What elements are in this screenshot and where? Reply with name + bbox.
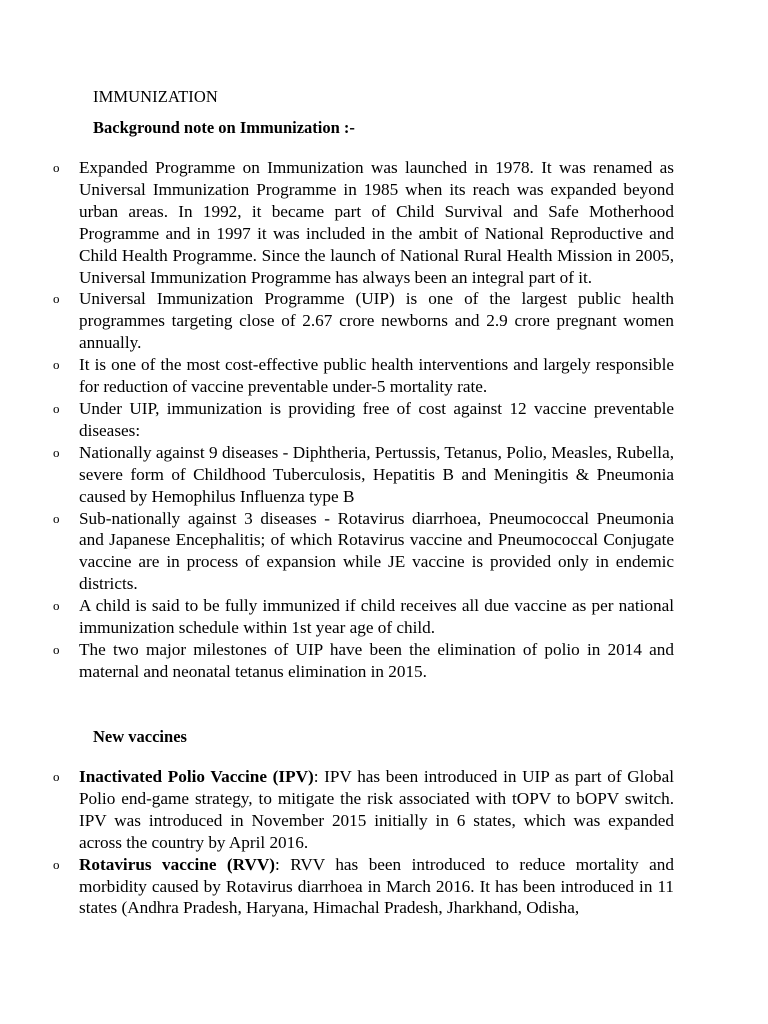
vaccine-term: Rotavirus vaccine (RVV) <box>79 854 275 874</box>
list-item <box>0 595 768 639</box>
list-item-text <box>79 854 674 920</box>
bullet-marker: o <box>53 357 60 373</box>
list-item-text: Nationally against 9 diseases - Diphtheria, Pertussis, Tetanus, Polio, Measles, Rubella, severe form of Childhood Tuberculosis, Hepatitis B and Meningitis & Pneumonia caused by Hemophilus Influenza type B <box>79 442 674 506</box>
background-list <box>0 157 768 683</box>
bullet-marker: o <box>53 769 60 784</box>
bullet-marker: o <box>53 444 60 460</box>
list-item-text: Under UIP, immunization is providing free of cost against 12 vaccine preventable diseases: <box>79 398 674 440</box>
bullet-marker: o <box>53 291 60 307</box>
bullet-marker: o <box>53 400 60 416</box>
list-item <box>0 442 768 508</box>
bullet-marker: o <box>53 598 60 614</box>
list-item <box>0 157 768 288</box>
list-item <box>0 398 768 442</box>
document-title: IMMUNIZATION <box>93 87 218 106</box>
list-item <box>0 288 768 354</box>
bullet-marker: o <box>53 510 60 526</box>
list-item-text: Expanded Programme on Immunization was launched in 1978. It was renamed as Universal Immunization Programme in 1985 when its reach was expanded beyond urban areas. In 1992, it became part of Child Survival and Safe Motherhood Programme and in 1997 it was included in the ambit of National Reproductive and Child Health Programme. Since the launch of National Rural Health Mission in 2005, Universal Immunization Programme has always been an integral part of it. <box>79 158 674 287</box>
bullet-marker: o <box>53 641 60 657</box>
bullet-marker: o <box>53 160 60 175</box>
list-item-text: Universal Immunization Programme (UIP) is one of the largest public health programmes targeting close of 2.67 crore newborns and 2.9 crore pregnant women annually. <box>79 289 674 353</box>
list-item <box>0 766 768 854</box>
list-item <box>0 854 768 920</box>
list-item-text <box>79 766 674 854</box>
vaccine-description: : RVV has been introduced to reduce mortality and morbidity caused by Rotavirus diarrhoea in March 2016. It has been introduced in 11 states (Andhra Pradesh, Haryana, Himachal Pradesh, Jharkhand, Odisha, <box>79 854 674 918</box>
background-heading: Background note on Immunization :- <box>93 118 355 137</box>
new-vaccines-heading: New vaccines <box>93 727 187 746</box>
list-item <box>0 354 768 398</box>
vaccine-description: : IPV has been introduced in UIP as part of Global Polio end-game strategy, to mitigate the risk associated with tOPV to bOPV switch. IPV was introduced in November 2015 initially in 6 states, which was expanded across the country by April 2016. <box>79 767 674 852</box>
list-item-text: A child is said to be fully immunized if child receives all due vaccine as per national immunization schedule within 1st year age of child. <box>79 596 674 638</box>
list-item-text: Sub-nationally against 3 diseases - Rotavirus diarrhoea, Pneumococcal Pneumonia and Japanese Encephalitis; of which Rotavirus vaccine and Pneumococcal Conjugate vaccine are in process of expansion while JE vaccine is provided only in endemic districts. <box>79 508 674 594</box>
bullet-marker: o <box>53 856 60 872</box>
list-item-text: It is one of the most cost-effective public health interventions and largely responsible for reduction of vaccine preventable under-5 mortality rate. <box>79 355 674 397</box>
vaccine-term: Inactivated Polio Vaccine (IPV) <box>79 767 314 786</box>
list-item-text: The two major milestones of UIP have been the elimination of polio in 2014 and maternal and neonatal tetanus elimination in 2015. <box>79 639 674 681</box>
list-item <box>0 639 768 683</box>
new-vaccines-list <box>0 766 768 919</box>
list-item <box>0 508 768 596</box>
